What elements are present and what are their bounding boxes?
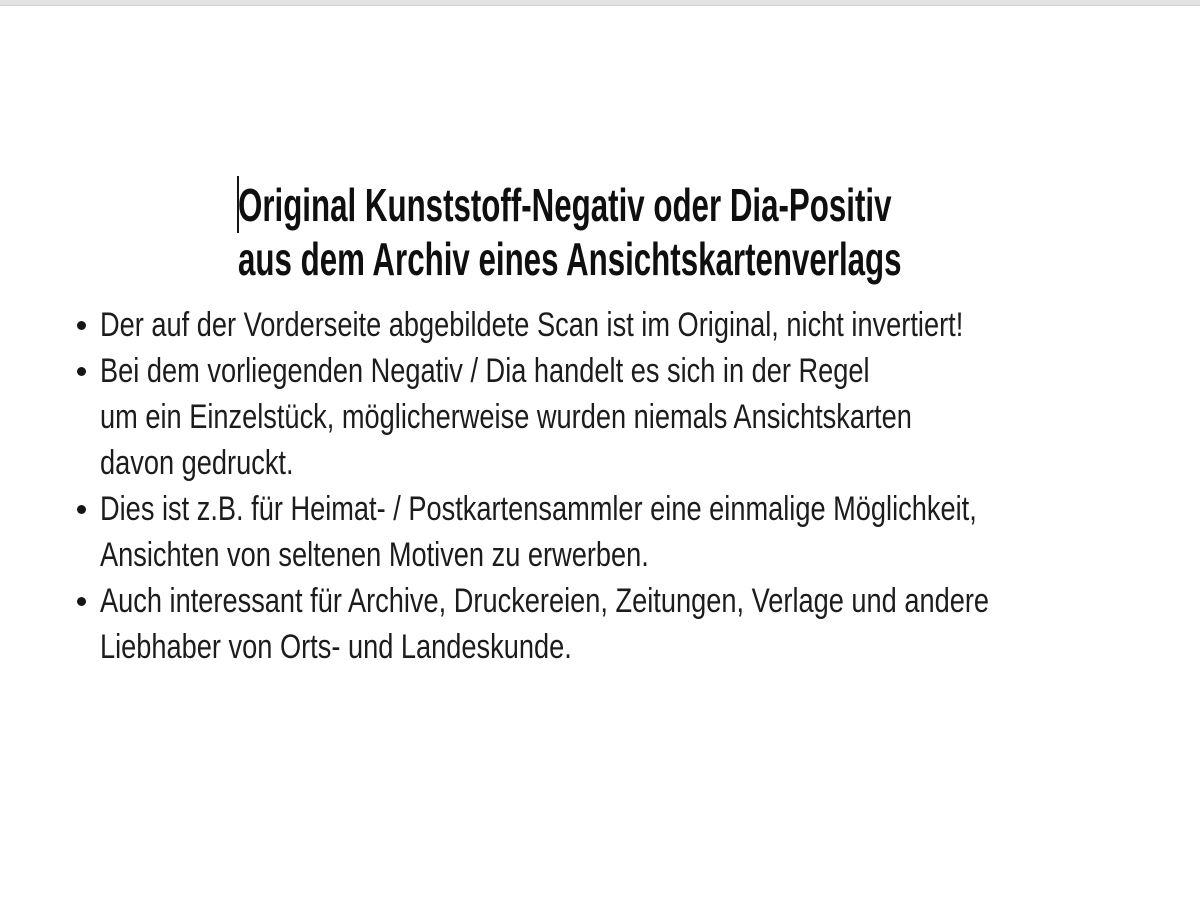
bullet-item[interactable] [100, 302, 1200, 348]
bullet-text-line[interactable]: Der auf der Vorderseite abgebildete Scan ist im Original, nicht invertiert! [100, 306, 964, 344]
bullet-text-line[interactable]: davon gedruckt. [100, 444, 294, 482]
bullet-dot-icon [77, 321, 86, 330]
bullet-dot-icon [77, 367, 86, 376]
bullet-item[interactable] [100, 486, 1200, 578]
bullet-text-line[interactable]: Auch interessant für Archive, Druckereien, Zeitungen, Verlage und andere [100, 582, 990, 620]
bullet-dot-icon [77, 505, 86, 514]
bullet-text-line[interactable]: um ein Einzelstück, möglicherweise wurden niemals Ansichtskarten [100, 398, 912, 436]
bullet-item[interactable] [100, 578, 1200, 670]
body-text-block[interactable] [100, 302, 1200, 670]
title-line-1[interactable]: Original Kunststoff-Negativ oder Dia-Positiv [238, 179, 892, 231]
title-text-block[interactable] [238, 178, 1200, 286]
top-window-strip [0, 0, 1200, 6]
bullet-item[interactable] [100, 348, 1200, 486]
title-line-2[interactable]: aus dem Archiv eines Ansichtskartenverlags [238, 233, 902, 285]
bullet-text-line[interactable]: Dies ist z.B. für Heimat- / Postkartensammler eine einmalige Möglichkeit, [100, 490, 977, 528]
bullet-text-line[interactable]: Bei dem vorliegenden Negativ / Dia handelt es sich in der Regel [100, 352, 870, 390]
bullet-text-line[interactable]: Ansichten von seltenen Motiven zu erwerben. [100, 536, 649, 574]
bullet-text-line[interactable]: Liebhaber von Orts- und Landeskunde. [100, 628, 572, 666]
bullet-dot-icon [77, 597, 86, 606]
